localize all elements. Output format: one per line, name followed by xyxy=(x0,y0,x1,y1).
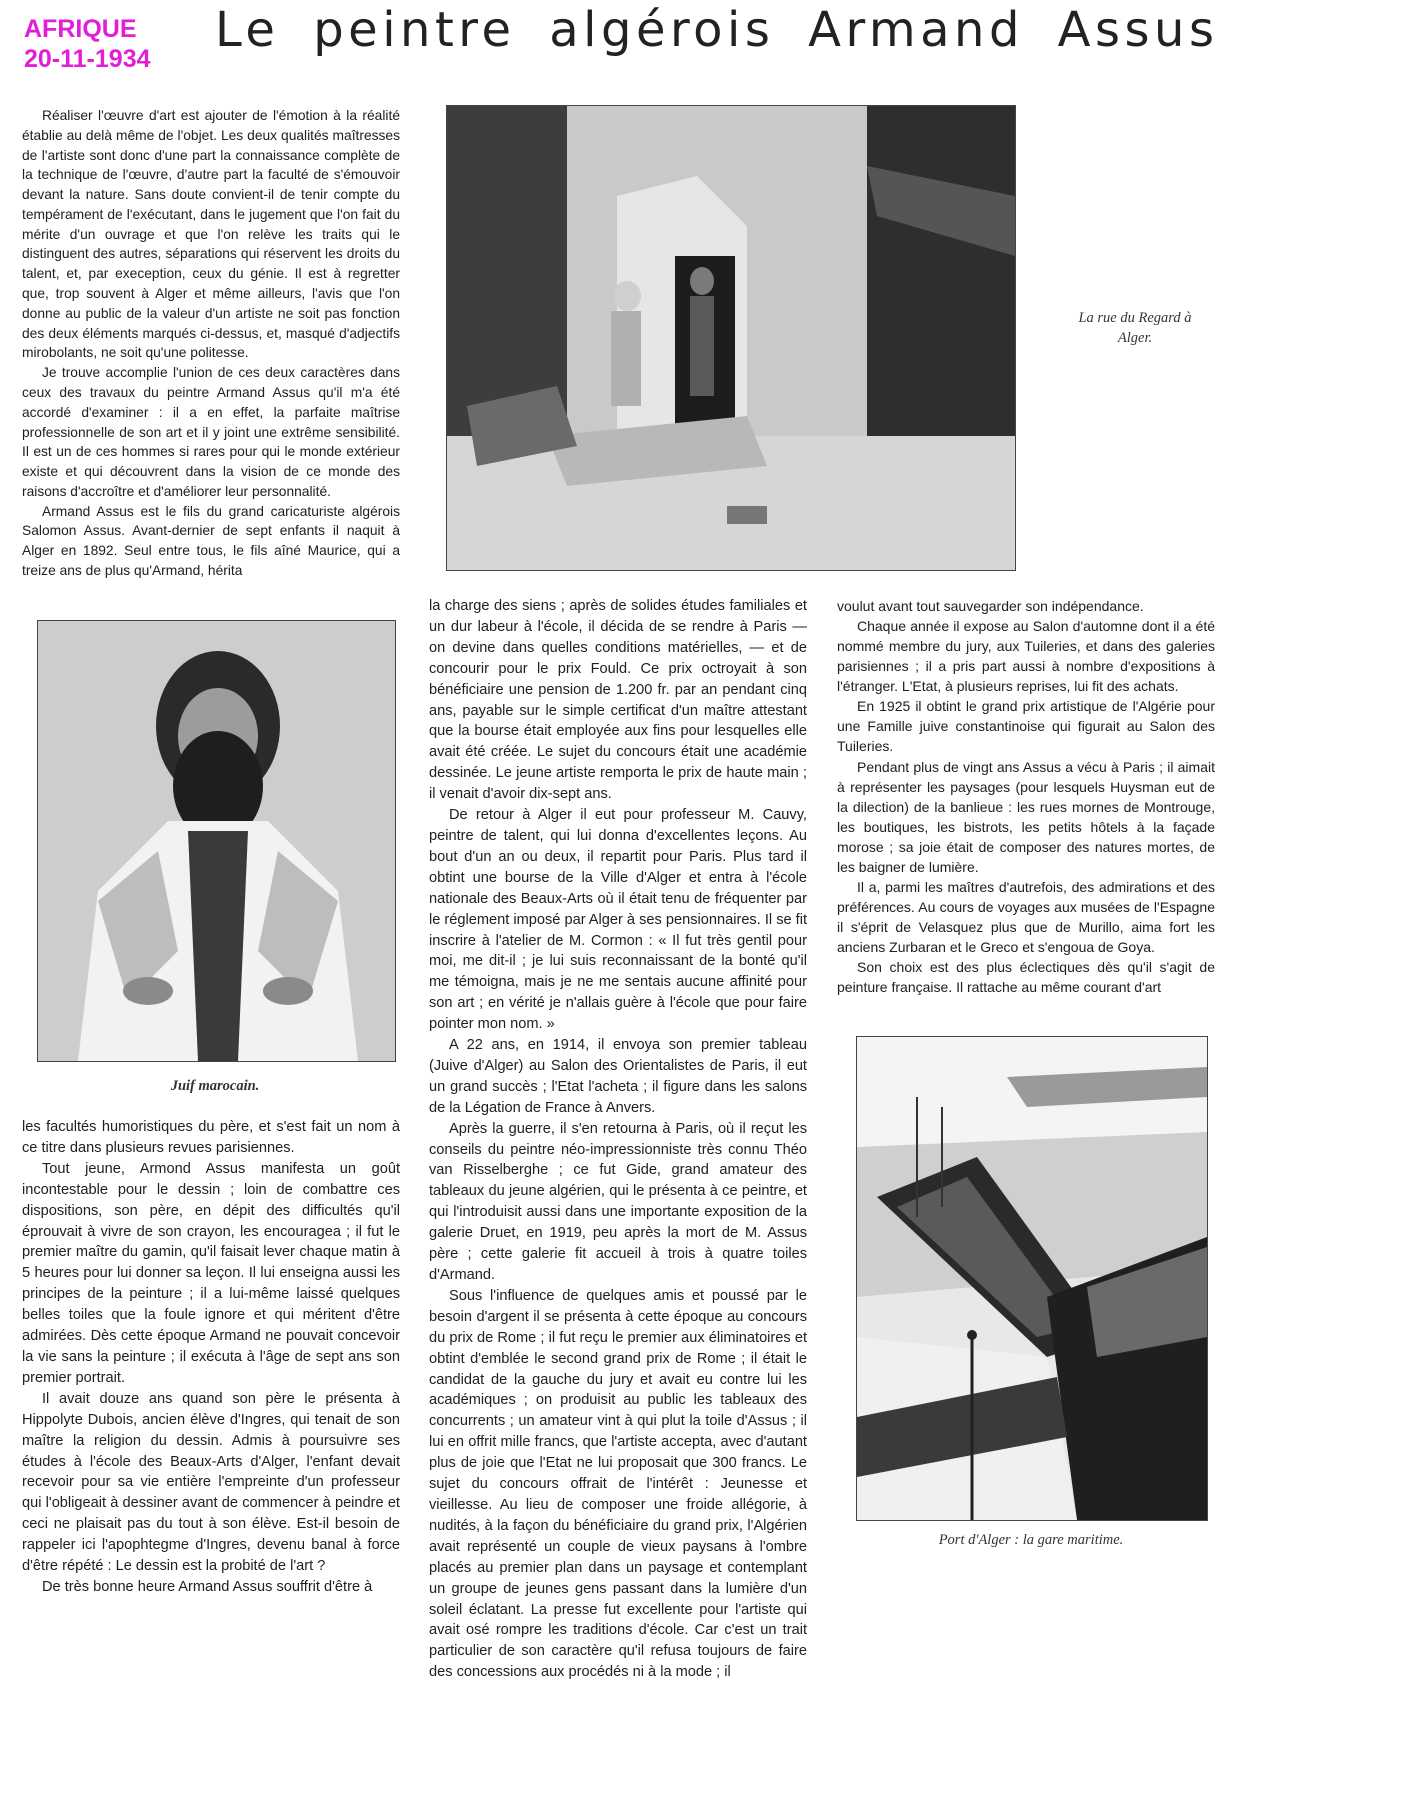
paragraph: Chaque année il expose au Salon d'automne dont il a été nommé membre du jury, aux Tuileries, et dans des galeries parisiennes ; il a pris part aussi à nombre d'expositions à l'étranger. L'Etat, à plusieurs reprises, lui fit des achats. xyxy=(837,618,1215,695)
paragraph: Tout jeune, Armond Assus manifesta un goût incontestable pour le dessin ; loin de combattre ces dispositions, son père, en dépit des difficultés qu'il éprouvait à vivre de son crayon, les encouragea ; il fut le premier maître du gamin, qu'il faisait lever chaque matin à 5 heures pour lui donner sa leçon. Il lui enseigna aussi les principes de la peinture ; il a lui-même laissé quelques belles toiles que la foule ignore et qui méritent d'être admirées. Dès cette époque Armand ne pouvait concevoir la vie sans la peinture ; il exécuta à l'âge de sept ans son premier portrait. xyxy=(22,1160,400,1386)
paragraph: De très bonne heure Armand Assus souffrit d'être à xyxy=(42,1578,373,1595)
street-photograph xyxy=(446,105,1016,571)
column-2 xyxy=(429,596,807,1808)
source-tag xyxy=(24,14,151,74)
portrait-photo-caption: Juif marocain. xyxy=(170,1078,260,1094)
column-1-top xyxy=(22,106,400,594)
column-1-bottom xyxy=(22,1117,400,1807)
paragraph: Sous l'influence de quelques amis et poussé par le besoin d'argent il se présenta à cette époque au concours du prix de Rome ; il fut reçu le premier aux éliminatoires et obtint d'emblée le second grand prix de Rome ; il était le candidat de la gauche du jury et avait eu contre lui les académiques ; on produisit au public les tableaux des concurrents ; un amateur vint à qui plut la toile d'Assus ; il lui en offrit mille francs, que l'artiste accepta, avec d'autant plus de joie que l'Etat ne lui proposait que 300 francs. Le sujet du concours offrait de l'intérêt : Jeunesse et vieillesse. Au lieu de composer une froide allégorie, à nudités, à la façon du bénéficiaire du grand prix, l'Algérien avait représenté un couple de vieux paysans à l'ombre placés au premier plan dans un paysage et contemplant un groupe de jeunes gens passant dans la lumière d'un soleil éclatant. La presse fut excellente pour l'artiste qui avait osé rompre les traditions d'école. Car c'est un trait particulier de son caractère qu'il refusa toujours de faire des concessions aux procédés ni à la mode ; il xyxy=(429,1287,807,1681)
street-photo-caption: La rue du Regard à Alger. xyxy=(1078,310,1192,346)
port-photograph xyxy=(856,1036,1208,1521)
article-headline: Le peintre algérois Armand Assus xyxy=(215,2,1219,58)
paragraph: Je trouve accomplie l'union de ces deux caractères dans ceux des travaux du peintre Armand Assus qu'il m'a été accordé d'examiner : il a en effet, la parfaite maîtrise professionnelle de son art et il y joint une extrême sensibilité. Il est un de ces hommes si rares pour qui le monde extérieur existe et qui découvrent dans la vision de ce monde des raisons d'accroître et d'améliorer leur personnalité. xyxy=(22,365,400,499)
column-3 xyxy=(837,596,1215,996)
paragraph: les facultés humoristiques du père, et s'est fait un nom à ce titre dans plusieurs revues parisiennes. xyxy=(22,1119,400,1156)
portrait-photograph xyxy=(37,620,396,1062)
paragraph: Après la guerre, il s'en retourna à Paris, où il reçut les conseils du peintre néo-impressionniste très connu Théo van Risselberghe ; ce fut Gide, grand amateur des tableaux du jeune algérien, qui le présenta à ce peintre, et qui l'introduisit aussi dans une importante exposition de la galerie Druet, en 1919, peu après la mort de M. Assus père ; cette galerie fit accueil à trois à quatre toiles d'Armand. xyxy=(429,1120,807,1283)
paragraph: En 1925 il obtint le grand prix artistique de l'Algérie pour une Famille juive constantinoise qui figurait au Salon des Tuileries. xyxy=(837,698,1215,755)
paragraph: Armand Assus est le fils du grand caricaturiste algérois Salomon Assus. Avant-dernier de sept enfants il naquit à Alger en 1892. Seul entre tous, le fils aîné Maurice, qui a treize ans de plus qu'Armand, hérita xyxy=(22,503,400,578)
paragraph: la charge des siens ; après de solides études familiales et un dur labeur à l'école, il décida de se rendre à Paris — on devine dans quelles conditions matérielles, — et de concourir pour le prix Fould. Ce prix octroyait à son bénéficiaire une pension de 1.200 fr. par an pendant cinq ans, payable sur le simple certificat d'un maître attestant que la bourse était employée aux fins pour lesquelles elle avait été créée. Le sujet du concours était une académie dessinée. Le jeune artiste remporta le prix de haute main ; il venait d'avoir dix-sept ans. xyxy=(429,598,807,803)
harbour-image xyxy=(857,1037,1207,1520)
port-photo-caption: Port d'Alger : la gare maritime. xyxy=(938,1532,1124,1548)
paragraph: Réaliser l'œuvre d'art est ajouter de l'émotion à la réalité établie au delà même de l'objet. Les deux qualités maîtresses de l'artiste sont donc d'une part la connaissance complète de la technique de l'œuvre, d'autre part la faculté de s'émouvoir devant la nature. Sans doute convient-il de tenir compte du tempérament de l'exécutant, dans le jugement que l'on fait du mérite d'un ouvrage et que l'on relève les traits qui le distinguent des autres, séparations qui réservent les droits du talent, et, par exeception, ceux du génie. Il est à regretter que, trop souvent à Alger et même ailleurs, l'avis que l'on donne au public de la valeur d'un artiste ne soit pas fonction des deux éléments marqués ci-dessus, et, masqué d'adjectifs mirobolants, ne soit qu'une politesse. xyxy=(22,108,400,361)
paragraph: Il a, parmi les maîtres d'autrefois, des admirations et des préférences. Au cours de voyages aux musées de l'Espagne il s'éprit de Velasquez plus que de Murillo, aima fort les anciens Zurbaran et le Greco et s'engoua de Goya. xyxy=(837,878,1215,956)
street-scene-image xyxy=(447,106,1015,570)
source-tag-date: 20-11-1934 xyxy=(24,45,151,73)
paragraph: De retour à Alger il eut pour professeur M. Cauvy, peintre de talent, qui lui donna d'excellentes leçons. Au bout d'un an ou deux, il repartit pour Paris. Plus tard il obtint une bourse de la Ville d'Alger et entra à l'école nationale des Beaux-Arts où il était tenu de fréquenter par le réglement imposé par Alger à ses pensionnaires. Il se fit inscrire à l'atelier de M. Cormon : « Il fut très gentil pour moi, me dit-il ; je lui suis reconnaissant de la bonté qu'il me témoigna, mais je ne me sentais aucune affinité pour son art ; en vérité je n'allais guère à l'école que pour faire pointer mon nom. » xyxy=(429,807,807,1033)
paragraph: Il avait douze ans quand son père le présenta à Hippolyte Dubois, ancien élève d'Ingres, qui tenait de son maître la religion du dessin. Admis à poursuivre ses études à l'école des Beaux-Arts d'Alger, l'enfant devait recevoir pour sa vie entière l'empreinte d'un professeur qui l'obligeait à dessiner avant de commencer à peindre et ceci ne plaisait pas du tout à son élève. Est-il besoin de rappeler ici l'apophtegme d'Ingres, devenu banal à force d'être répété : Le dessin est la probité de l'art ? xyxy=(22,1390,400,1575)
source-tag-publication: AFRIQUE xyxy=(24,15,137,43)
paragraph: A 22 ans, en 1914, il envoya son premier tableau (Juive d'Alger) au Salon des Orientalistes de Paris, il eut un grand succès ; l'Etat l'acheta ; il figure dans les salons de la Légation de France à Anvers. xyxy=(429,1037,807,1116)
paragraph: Pendant plus de vingt ans Assus a vécu à Paris ; il aimait à représenter les paysages (pour lesquels Huysman eut de la dilection) de la banlieue : les rues mornes de Montrouge, les boutiques, les bistrots, les petits hôtels à la façade morose ; sa joie était de composer des natures mortes, de les baigner de lumière. xyxy=(837,758,1215,875)
portrait-image xyxy=(38,621,395,1061)
paragraph: voulut avant tout sauvegarder son indépendance. xyxy=(837,598,1144,614)
paragraph: Son choix est des plus éclectiques dès qu'il s'agit de peinture française. Il rattache au même courant d'art xyxy=(837,959,1215,996)
